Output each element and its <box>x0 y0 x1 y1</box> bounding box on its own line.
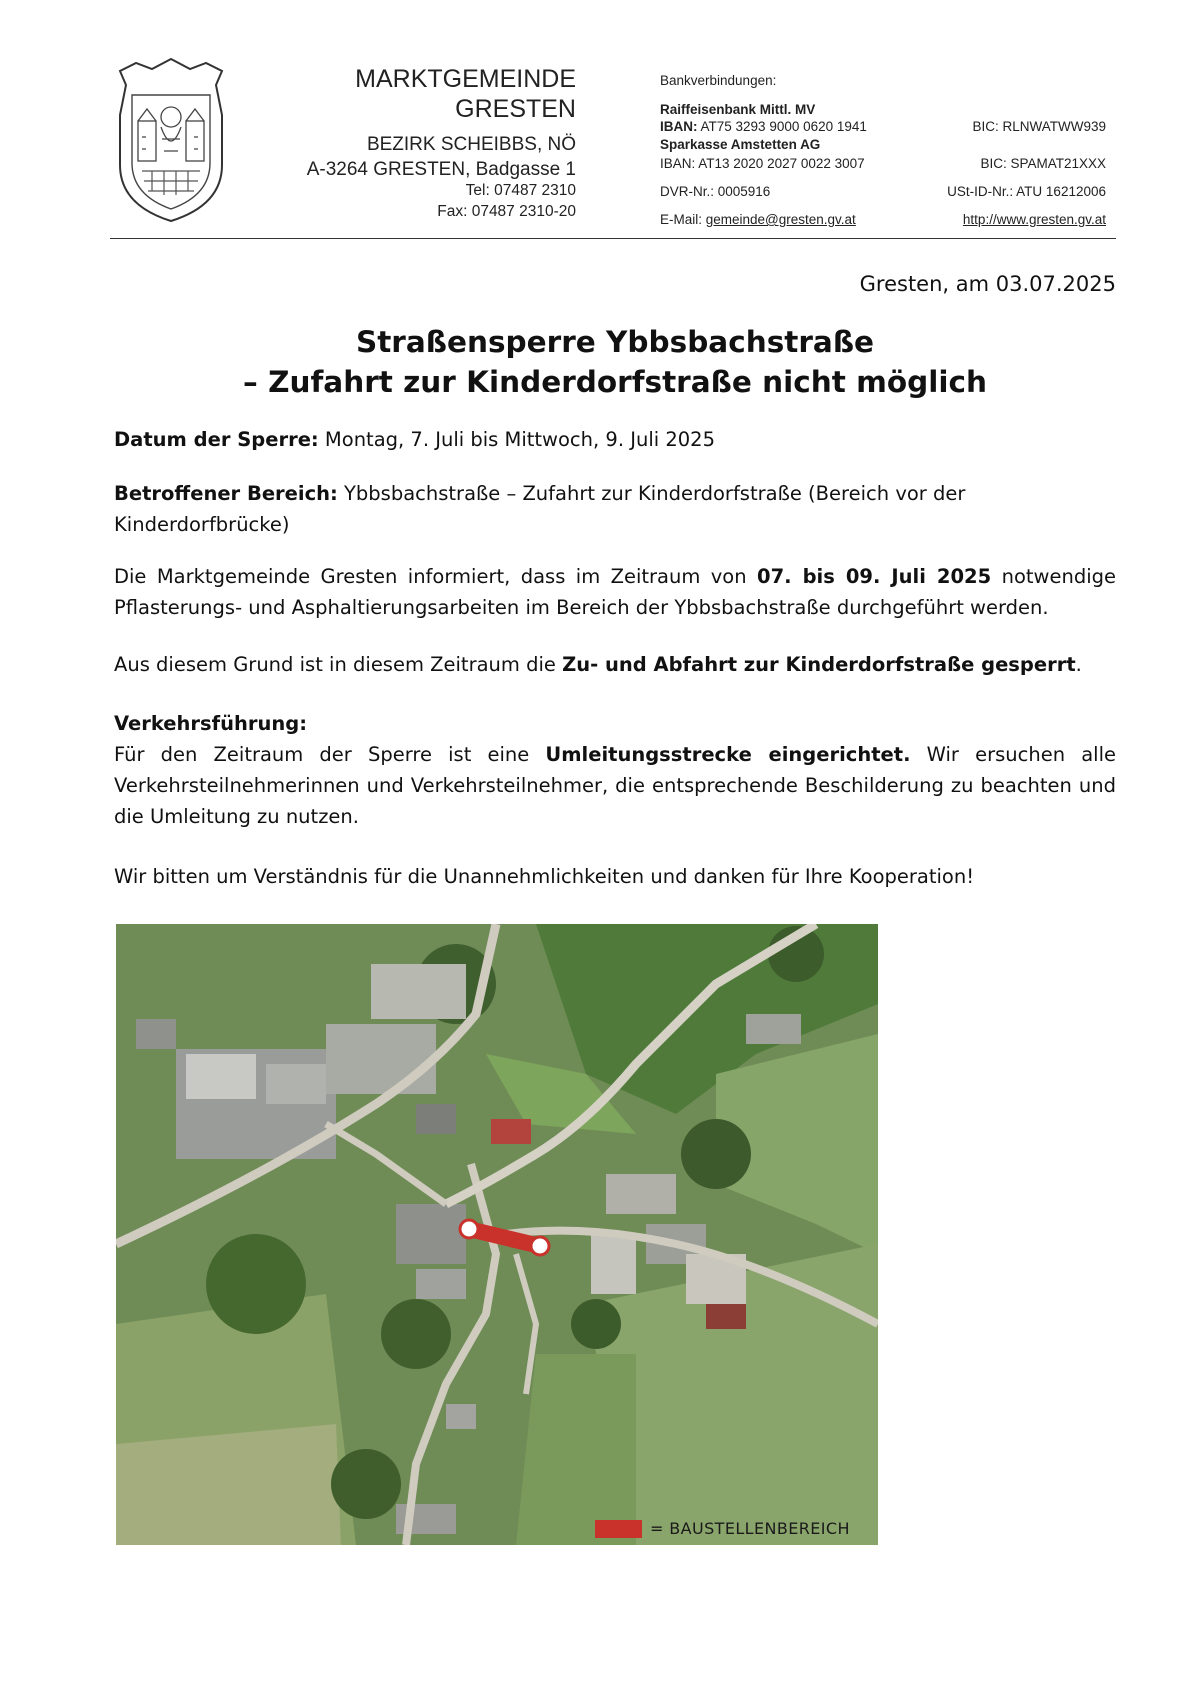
closure-date-value: Montag, 7. Juli bis Mittwoch, 9. Juli 2025 <box>318 428 715 451</box>
org-name <box>355 64 576 124</box>
dvr-number: DVR-Nr.: 0005916 <box>660 184 771 199</box>
bank1-iban-label: IBAN: <box>660 119 698 134</box>
org-district: BEZIRK SCHEIBBS, NÖ <box>366 134 576 155</box>
org-address: A-3264 GRESTEN, Badgasse 1 <box>306 159 576 180</box>
bank1-iban: AT75 3293 9000 0620 1941 <box>700 119 867 134</box>
org-phone: Tel: 07487 2310 <box>465 182 576 199</box>
traffic-paragraph: Für den Zeitraum der Sperre ist eine Umleitungsstrecke eingerichtet. Wir ersuchen alle Verkehrsteilnehmerinnen und Verkehrsteilnehmer, die entsprechende Beschilderung zu beachten und die Umleitung zu nutzen. <box>114 743 1116 828</box>
affected-area-value: Ybbsbachstraße – Zufahrt zur Kinderdorfstraße (Bereich vor der Kinderdorfbrücke) <box>114 482 966 536</box>
closure-date-label: Datum der Sperre: <box>114 428 319 451</box>
closing-paragraph: Wir bitten um Verständnis für die Unannehmlichkeiten und danken für Ihre Kooperation! <box>114 865 975 888</box>
closure-date <box>114 424 1116 455</box>
bank2-name: Sparkasse Amstetten AG <box>660 137 821 152</box>
bank2-row <box>660 155 1106 173</box>
affected-area <box>114 478 1116 540</box>
email-link[interactable]: gemeinde@gresten.gv.at <box>705 212 856 227</box>
affected-area-label: Betroffener Bereich: <box>114 482 338 505</box>
aerial-map-image <box>116 924 878 1545</box>
title-line1: Straßensperre Ybbsbachstraße <box>355 325 875 359</box>
legend-label: = BAUSTELLENBEREICH <box>650 1519 850 1538</box>
bank-heading: Bankverbindungen: <box>660 73 777 88</box>
bank2-iban: IBAN: AT13 2020 2027 0022 3007 <box>660 156 865 171</box>
date-line: Gresten, am 03.07.2025 <box>859 272 1116 296</box>
bank1-row <box>660 118 1106 136</box>
coat-of-arms-icon <box>112 55 230 225</box>
title-line2: – Zufahrt zur Kinderdorfstraße nicht möglich <box>243 365 987 399</box>
website-link[interactable]: http://www.gresten.gv.at <box>962 212 1106 227</box>
map-legend <box>595 1519 850 1538</box>
reason-closure: Zu- und Abfahrt zur Kinderdorfstraße gesperrt <box>562 653 1076 676</box>
org-name-line1: MARKTGEMEINDE <box>355 65 576 93</box>
header-divider <box>110 238 1116 239</box>
aerial-map <box>116 924 878 1545</box>
info-paragraph: Die Marktgemeinde Gresten informiert, dass im Zeitraum von 07. bis 09. Juli 2025 notwendige Pflasterungs- und Asphaltierungsarbeiten im Bereich der Ybbsbachstraße durchgeführt werden. <box>114 565 1116 619</box>
org-fax: Fax: 07487 2310-20 <box>437 203 576 220</box>
vat-id: USt-ID-Nr.: ATU 16212006 <box>947 184 1106 199</box>
bank2-bic: BIC: SPAMAT21XXX <box>980 156 1106 171</box>
email-label: E-Mail: <box>660 212 706 227</box>
page-title <box>0 322 1190 402</box>
detour-notice: Umleitungsstrecke eingerichtet. <box>545 743 911 766</box>
traffic-heading: Verkehrsführung: <box>114 712 308 735</box>
registry-row <box>660 183 1106 201</box>
bank1-bic: BIC: RLNWATWW939 <box>972 119 1106 134</box>
construction-area-swatch <box>595 1520 642 1538</box>
reason-paragraph: Aus diesem Grund ist in diesem Zeitraum die Zu- und Abfahrt zur Kinderdorfstraße gesperrt. <box>114 653 1082 676</box>
org-name-line2: GRESTEN <box>455 95 576 123</box>
bank1-name: Raiffeisenbank Mittl. MV <box>660 102 816 117</box>
info-date-range: 07. bis 09. Juli 2025 <box>757 565 992 588</box>
contact-row <box>660 211 1106 229</box>
